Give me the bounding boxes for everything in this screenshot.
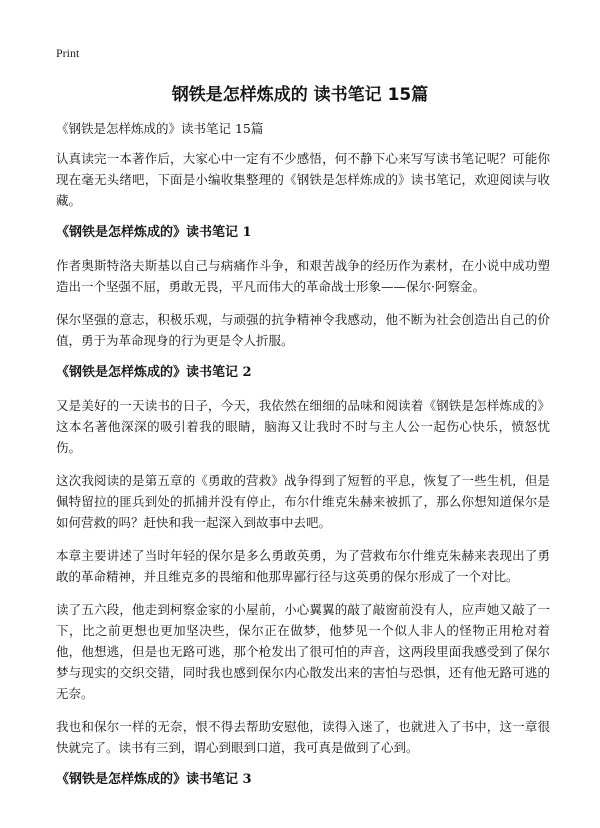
section-2-paragraph: 读了五六段，他走到柯察金家的小屋前，小心翼翼的敲了敲窗前没有人，应声她又敲了一下，比之前更想也更加坚决些，保尔正在做梦，他梦见一个似人非人的怪物正用枪对着他，他想逃，但是也无路可逃，那个枪发出了很可怕的声音，这两段里面我感受到了保尔梦与现实的交织交错，同时我也感到保尔内心散发出来的害怕与恐惧，还有他无路可逃的无奈。 [56, 602, 550, 701]
section-2-paragraph: 本章主要讲述了当时年轻的保尔是多么勇敢英勇，为了营救布尔什维克朱赫来表现出了勇敢的革命精神，并且维克多的畏缩和他那卑鄙行径与这英勇的保尔形成了一个对比。 [56, 548, 550, 584]
section-heading-2: 《钢铁是怎样炼成的》读书笔记 2 [56, 365, 252, 380]
section-2-paragraph: 我也和保尔一样的无奈，恨不得去帮助安慰他，读得入迷了，也就进入了书中，这一章很快就完了。读书有三到，谓心到眼到口道，我可真是做到了心到。 [56, 719, 550, 755]
section-heading-1: 《钢铁是怎样炼成的》读书笔记 1 [56, 225, 252, 240]
section-2-paragraph: 这次我阅读的是第五章的《勇敢的营救》战争得到了短暂的平息，恢复了一些生机，但是佩特留拉的匪兵到处的抓捕并没有停止，布尔什维克朱赫来被抓了，那么你想知道保尔是如何营救的吗？赶快和我一起深入到故事中去吧。 [56, 473, 550, 530]
section-2-paragraph: 又是美好的一天读书的日子，今天，我依然在细细的品味和阅读着《钢铁是怎样炼成的》这本名著他深深的吸引着我的眼睛，脑海又让我时不时与主人公一起伤心快乐，愤怒忧伤。 [56, 398, 550, 455]
section-1-paragraph: 作者奥斯特洛夫斯基以自己与病痛作斗争，和艰苦战争的经历作为素材，在小说中成功塑造出一个坚强不屈，勇敢无畏，平凡而伟大的革命战士形象——保尔·阿察金。 [56, 258, 550, 294]
article-body [56, 120, 550, 802]
intro-paragraph: 认真读完一本著作后，大家心中一定有不少感悟，何不静下心来写写读书笔记呢？可能你现在毫无头绪吧，下面是小编收集整理的《钢铁是怎样炼成的》读书笔记，欢迎阅读与收藏。 [56, 151, 550, 208]
print-link[interactable]: Print [56, 46, 80, 60]
page-title: 钢铁是怎样炼成的 读书笔记 15篇 [171, 85, 429, 105]
article-subtitle: 《钢铁是怎样炼成的》读书笔记 15篇 [56, 121, 264, 136]
section-1-paragraph: 保尔坚强的意志，积极乐观，与顽强的抗争精神令我感动，他不断为社会创造出自己的价值，勇于为革命现身的行为更是令人折服。 [56, 312, 550, 348]
section-heading-3: 《钢铁是怎样炼成的》读书笔记 3 [56, 772, 252, 787]
